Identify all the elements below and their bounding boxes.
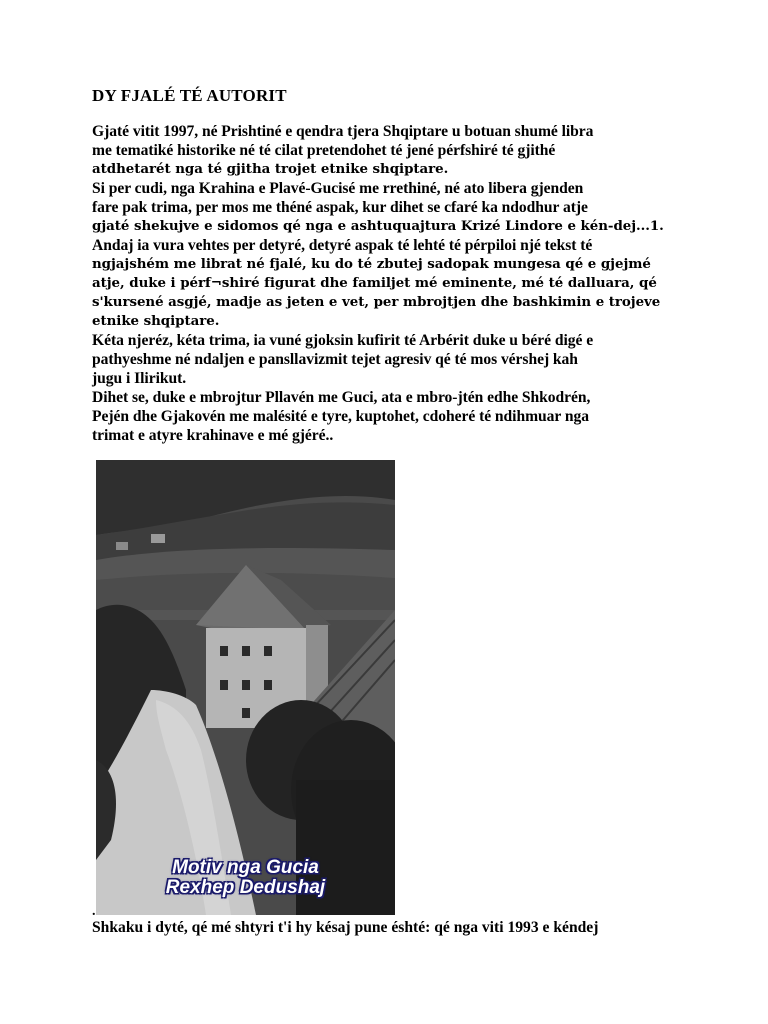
text-line: Kéta njeréz, kéta trima, ia vuné gjoksin kufirit té Arbérit duke u béré digé e	[92, 332, 594, 349]
body-text	[92, 122, 692, 445]
text-line: s'kursené asgjé, madje as jeten e vet, per mbrojtjen dhe bashkimin e trojeve	[92, 294, 661, 310]
text-line: etnike shqiptare.	[92, 313, 220, 329]
text-line: Gjaté vitit 1997, né Prishtiné e qendra tjera Shqiptare u botuan shumé libra	[92, 123, 594, 140]
text-line: fare pak trima, per mos me théné aspak, kur dihet se cfaré ka ndodhur atje	[92, 199, 588, 216]
text-line-last: Shkaku i dyté, qé mé shtyri t'i hy késaj pune éshté: qé nga viti 1993 e kéndej	[92, 919, 599, 936]
text-line: Si per cudi, nga Krahina e Plavé-Gucisé me rrethiné, né ato libera gjenden	[92, 180, 584, 197]
photo-caption-title: Motiv nga Gucia	[172, 857, 319, 878]
text-line: ngjajshém me librat né fjalé, ku do té zbutej sadopak mungesa qé e gjejmé	[92, 256, 651, 272]
photo-motiv-gucia	[96, 460, 395, 915]
separator-dot: .	[92, 904, 96, 919]
text-line: gjaté shekujve e sidomos qé nga e ashtuquajtura Krizé Lindore e kén-dej...1.	[92, 218, 664, 234]
text-line: Dihet se, duke e mbrojtur Pllavén me Guci, ata e mbro-jtén edhe Shkodrén,	[92, 389, 591, 406]
text-line: trimat e atyre krahinave e mé gjéré..	[92, 427, 334, 444]
text-line: Pején dhe Gjakovén me malésité e tyre, kuptohet, cdoheré té ndihmuar nga	[92, 408, 589, 425]
photo-caption-author: Rexhep Dedushaj	[165, 877, 326, 898]
text-line: atje, duke i pérf¬shiré figurat dhe familjet mé eminente, mé té dalluara, qé	[92, 275, 657, 291]
text-line: jugu i Ilirikut.	[92, 370, 187, 387]
document-heading: DY FJALÉ TÉ AUTORIT	[92, 86, 287, 105]
photo-illustration	[96, 460, 395, 915]
text-line: me tematiké historike né té cilat pretendohet té jené pérfshiré té gjithé	[92, 142, 556, 159]
text-line: atdhetarét nga té gjitha trojet etnike shqiptare.	[92, 161, 449, 177]
text-line: Andaj ia vura vehtes per detyré, detyré aspak té lehté té pérpiloi njé tekst té	[92, 237, 593, 254]
text-line: pathyeshme né ndaljen e pansllavizmit tejet agresiv qé té mos vérshej kah	[92, 351, 578, 368]
